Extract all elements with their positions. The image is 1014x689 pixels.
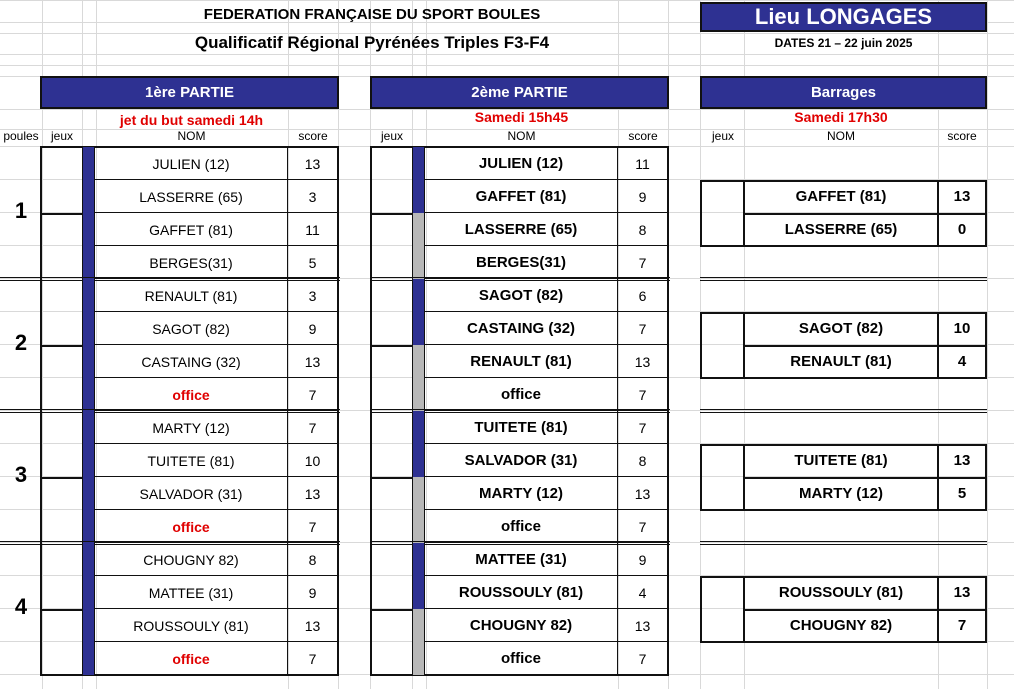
p2-team-name: MATTEE (31) (475, 551, 567, 568)
col-line (82, 444, 83, 477)
barrage-team-score: 13 (953, 188, 971, 205)
p1-team-marker (82, 279, 94, 312)
poule-separator (700, 541, 987, 542)
section-time-p1: jet du but samedi 14h (119, 112, 264, 128)
col-line (82, 609, 83, 642)
p2-team-name: SALVADOR (31) (464, 452, 578, 469)
col-header-jeux-p1: jeux (50, 129, 73, 143)
p1-team-score: 7 (308, 386, 317, 403)
p1-team-score: 3 (308, 188, 317, 205)
p1-team-name: RENAULT (81) (144, 287, 238, 304)
col-line (412, 312, 413, 345)
p2-team-score: 7 (638, 518, 647, 535)
col-line (82, 312, 83, 345)
p1-team-score: 11 (305, 221, 320, 238)
p1-team-score: 5 (308, 254, 317, 271)
p2-team-name: BERGES(31) (475, 254, 567, 271)
section-time-barrages: Samedi 17h30 (794, 109, 888, 125)
poule-number: 1 (14, 198, 28, 223)
barrage-team-name: ROUSSOULY (81) (778, 584, 904, 601)
p1-team-name: SALVADOR (31) (139, 485, 243, 502)
barrage-team-score: 10 (953, 320, 971, 337)
p2-team-marker (412, 477, 424, 510)
p2-team-name: office (500, 518, 541, 535)
p2-team-name: office (500, 650, 541, 667)
p2-team-marker (412, 312, 424, 345)
jeux-divider (40, 213, 82, 215)
col-header-score-barrages: score (947, 129, 977, 143)
p2-team-marker (412, 543, 424, 576)
p2-team-score: 13 (634, 353, 651, 370)
col-line (412, 345, 413, 378)
p2-team-name: CASTAING (32) (466, 320, 576, 337)
col-line (82, 411, 83, 444)
col-line (82, 147, 83, 180)
col-line (412, 609, 413, 642)
col-line (82, 642, 83, 675)
barrage-team-name: SAGOT (82) (798, 320, 884, 337)
p1-team-marker (82, 180, 94, 213)
poule-number: 2 (14, 330, 28, 355)
p1-team-marker (82, 213, 94, 246)
col-line (412, 576, 413, 609)
barrage-team-name: GAFFET (81) (795, 188, 887, 205)
poule-number: 4 (14, 594, 28, 619)
col-line (82, 279, 83, 312)
p1-team-score: 10 (304, 452, 321, 469)
p1-team-name: MARTY (12) (152, 419, 230, 436)
p2-team-name: ROUSSOULY (81) (458, 584, 584, 601)
p1-team-score: 7 (308, 650, 317, 667)
col-header-nom-p2: NOM (507, 129, 536, 143)
p2-team-score: 7 (638, 386, 647, 403)
col-header-score-p1: score (298, 129, 328, 143)
p2-team-marker (412, 642, 424, 675)
poule-separator (0, 541, 340, 542)
p2-team-marker (412, 609, 424, 642)
col-line (82, 345, 83, 378)
poule-number: 3 (14, 462, 28, 487)
p1-team-score: 8 (308, 551, 317, 568)
p2-team-score: 8 (638, 452, 647, 469)
barrage-team-score: 5 (957, 485, 967, 502)
p2-team-marker (412, 510, 424, 543)
p2-team-name: JULIEN (12) (478, 155, 564, 172)
p2-team-marker (412, 378, 424, 411)
p2-team-score: 9 (638, 551, 647, 568)
col-line (412, 444, 413, 477)
p2-team-name: SAGOT (82) (478, 287, 564, 304)
barrage-team-score: 13 (953, 452, 971, 469)
col-line (412, 147, 413, 180)
jeux-divider (40, 345, 82, 347)
p1-team-score: 9 (308, 584, 317, 601)
p2-team-marker (412, 246, 424, 279)
col-line (412, 543, 413, 576)
p1-team-marker (82, 510, 94, 543)
jeux-divider (40, 477, 82, 479)
col-header-nom-barrages: NOM (827, 129, 855, 143)
p2-team-score: 7 (638, 254, 647, 271)
p1-team-marker (82, 147, 94, 180)
p2-team-score: 13 (634, 617, 651, 634)
poule-separator (0, 277, 340, 278)
p1-team-marker (82, 477, 94, 510)
p2-team-name: TUITETE (81) (474, 419, 568, 436)
barrage-team-name: MARTY (12) (799, 485, 883, 502)
col-line (82, 576, 83, 609)
p1-team-name: LASSERRE (65) (139, 188, 243, 205)
p1-team-marker (82, 312, 94, 345)
p1-team-marker (82, 378, 94, 411)
p1-team-score: 13 (304, 485, 321, 502)
p1-team-name: office (172, 650, 210, 667)
p2-team-score: 9 (638, 188, 647, 205)
p1-team-marker (82, 609, 94, 642)
p2-team-marker (412, 147, 424, 180)
col-line (412, 510, 413, 543)
poule-separator (700, 544, 987, 545)
p2-team-score: 6 (638, 287, 647, 304)
col-header-nom-p1: NOM (177, 129, 206, 143)
poule-separator (370, 277, 670, 278)
poule-separator (370, 541, 670, 542)
col-line (82, 213, 83, 246)
jeux-divider (40, 609, 82, 611)
section-time-p2: Samedi 15h45 (474, 109, 569, 125)
p1-team-name: CASTAING (32) (141, 353, 241, 370)
p1-team-score: 13 (304, 155, 321, 172)
jeux-divider (370, 609, 412, 611)
col-line (82, 543, 83, 576)
col-line (412, 180, 413, 213)
p1-team-name: CHOUGNY 82) (143, 551, 239, 568)
p1-team-name: office (172, 518, 210, 535)
p2-team-score: 7 (638, 650, 647, 667)
p2-team-marker (412, 411, 424, 444)
p1-team-score: 7 (308, 419, 317, 436)
col-line (412, 213, 413, 246)
dates-text: DATES 21 – 22 juin 2025 (774, 36, 913, 50)
p2-team-name: RENAULT (81) (470, 353, 572, 370)
p1-team-marker (82, 246, 94, 279)
p2-team-marker (412, 213, 424, 246)
p1-team-name: JULIEN (12) (152, 155, 230, 172)
p1-team-name: SAGOT (82) (152, 320, 230, 337)
section-label-barrages: Barrages (810, 84, 877, 101)
col-line (412, 642, 413, 675)
jeux-divider (370, 345, 412, 347)
p2-team-score: 8 (638, 221, 647, 238)
p2-team-marker (412, 279, 424, 312)
jeux-divider (370, 213, 412, 215)
barrage-team-score: 0 (957, 221, 967, 238)
jeux-divider (370, 477, 412, 479)
lieu-banner (700, 2, 987, 32)
competition-title: Qualificatif Régional Pyrénées Triples F3-F4 (194, 33, 550, 52)
poule-separator (700, 409, 987, 410)
p2-team-score: 4 (638, 584, 647, 601)
section-header-barrages (700, 76, 987, 109)
p1-team-marker (82, 411, 94, 444)
p1-team-marker (82, 576, 94, 609)
col-line (412, 246, 413, 279)
poule-separator (700, 412, 987, 413)
p1-team-score: 9 (308, 320, 317, 337)
lieu-text: Lieu LONGAGES (754, 4, 933, 29)
col-header-score-p2: score (628, 129, 658, 143)
poule-separator (0, 409, 340, 410)
p1-team-score: 3 (308, 287, 317, 304)
p1-team-name: MATTEE (31) (148, 584, 234, 601)
section-label-p1: 1ère PARTIE (145, 84, 234, 101)
p1-team-name: BERGES(31) (149, 254, 233, 271)
col-line (82, 180, 83, 213)
p1-team-marker (82, 444, 94, 477)
section-header-p1 (40, 76, 339, 109)
col-line (82, 246, 83, 279)
poule-separator (700, 280, 987, 281)
barrage-team-score: 7 (957, 617, 967, 634)
col-header-jeux-p2: jeux (380, 129, 403, 143)
p1-team-name: ROUSSOULY (81) (133, 617, 249, 634)
col-line (82, 378, 83, 411)
p1-team-name: TUITETE (81) (147, 452, 235, 469)
col-line (412, 378, 413, 411)
p1-team-score: 13 (304, 353, 321, 370)
p2-team-name: MARTY (12) (479, 485, 563, 502)
p2-team-marker (412, 444, 424, 477)
barrage-team-score: 4 (957, 353, 967, 370)
barrage-team-score: 13 (953, 584, 971, 601)
col-header-poules: poules (3, 129, 39, 143)
barrage-team-name: TUITETE (81) (794, 452, 888, 469)
p1-team-score: 7 (308, 518, 317, 535)
p2-team-name: office (500, 386, 541, 403)
p2-team-score: 11 (635, 155, 650, 172)
section-label-p2: 2ème PARTIE (471, 84, 568, 101)
p1-team-marker (82, 543, 94, 576)
federation-title: FEDERATION FRANÇAISE DU SPORT BOULES (203, 6, 541, 23)
section-header-p2 (370, 76, 669, 109)
p2-team-score: 7 (638, 419, 647, 436)
col-line (82, 510, 83, 543)
barrage-team-name: CHOUGNY 82) (789, 617, 893, 634)
p2-team-score: 13 (634, 485, 651, 502)
p2-team-marker (412, 576, 424, 609)
p2-team-name: GAFFET (81) (475, 188, 567, 205)
p1-team-name: office (172, 386, 210, 403)
col-header-jeux-barrages: jeux (711, 129, 734, 143)
p2-team-score: 7 (638, 320, 647, 337)
p2-team-name: LASSERRE (65) (464, 221, 578, 238)
p2-team-marker (412, 345, 424, 378)
poule-separator (370, 409, 670, 410)
p2-team-marker (412, 180, 424, 213)
p1-team-score: 13 (304, 617, 321, 634)
col-line (412, 477, 413, 510)
p1-team-marker (82, 345, 94, 378)
col-line (412, 279, 413, 312)
p1-team-name: GAFFET (81) (149, 221, 233, 238)
poule-separator (700, 277, 987, 278)
barrage-team-name: RENAULT (81) (790, 353, 892, 370)
col-line (82, 477, 83, 510)
col-line (412, 411, 413, 444)
p1-team-marker (82, 642, 94, 675)
p2-team-name: CHOUGNY 82) (469, 617, 573, 634)
barrage-team-name: LASSERRE (65) (784, 221, 898, 238)
